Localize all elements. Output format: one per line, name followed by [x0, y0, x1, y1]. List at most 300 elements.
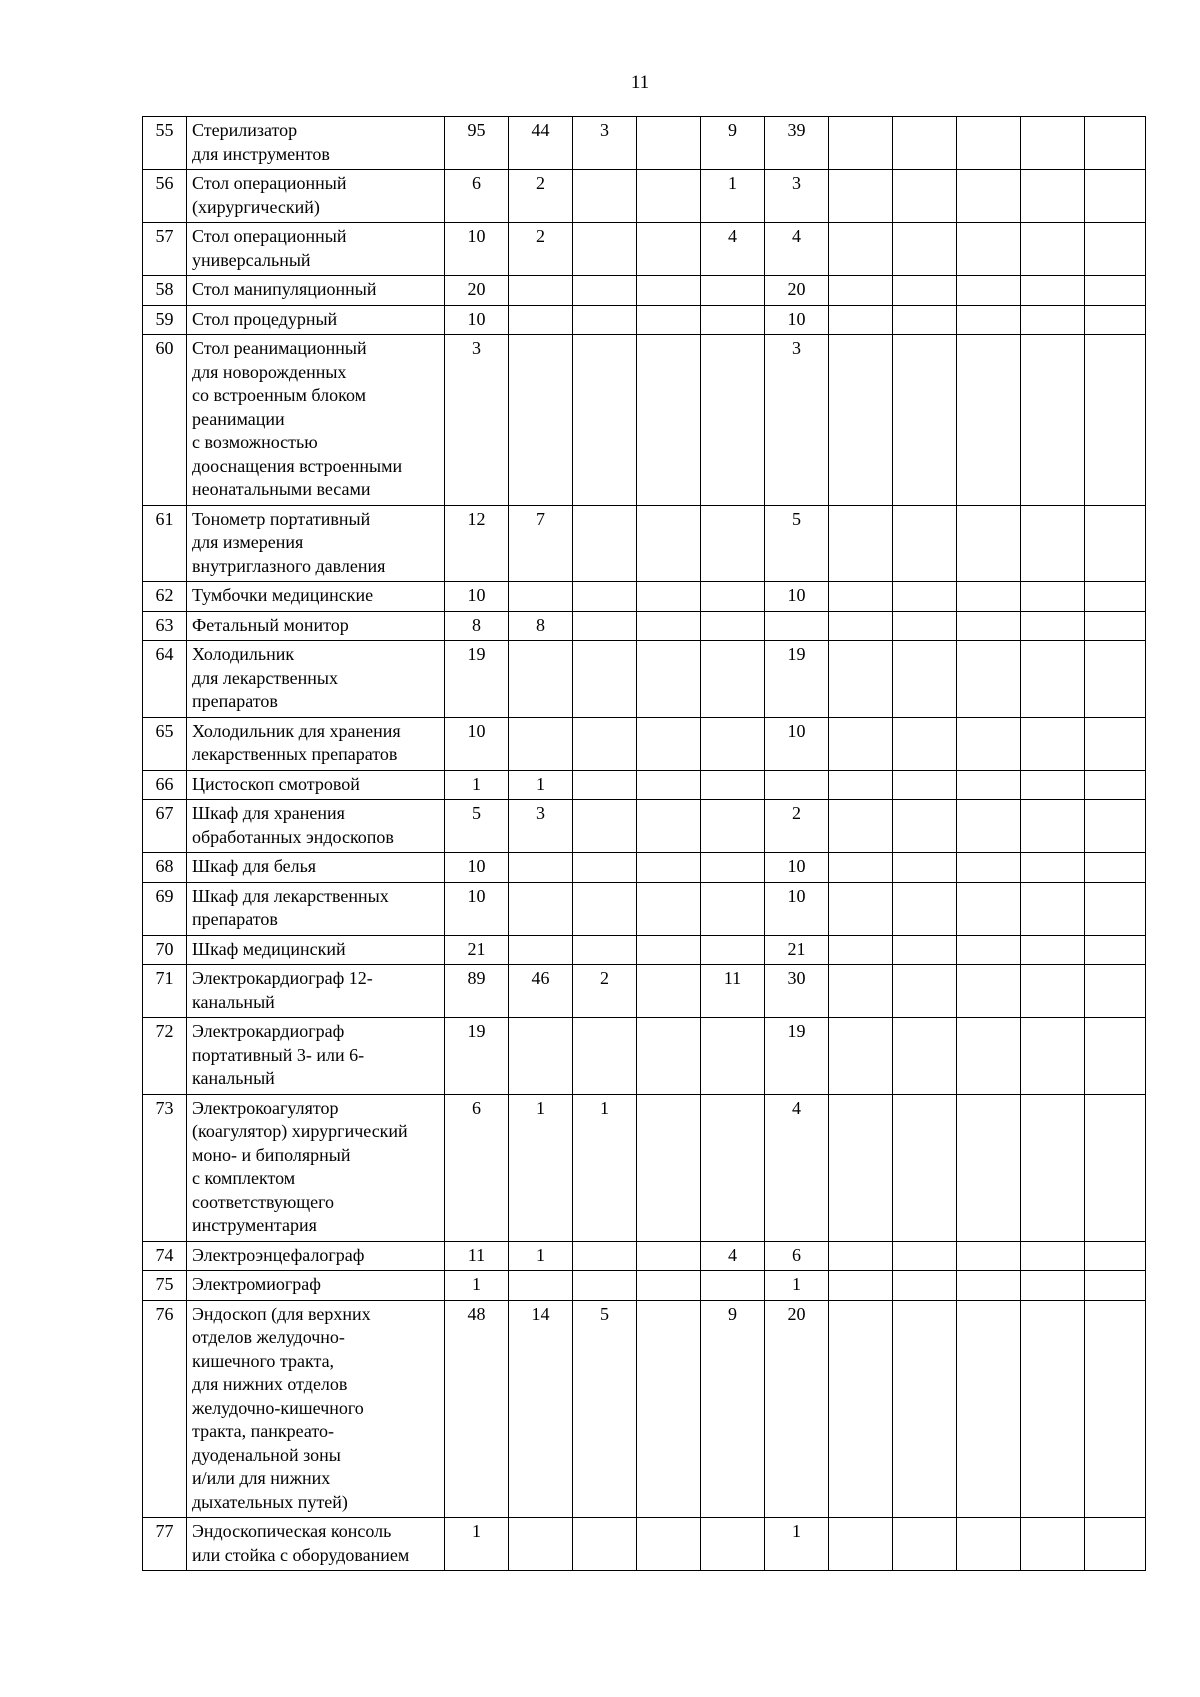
quantity-cell: [893, 770, 957, 800]
quantity-cell: [957, 1518, 1021, 1571]
quantity-cell: [509, 1018, 573, 1095]
quantity-cell: [573, 853, 637, 883]
quantity-cell: [1021, 335, 1085, 506]
quantity-cell: 4: [765, 223, 829, 276]
quantity-cell: 48: [445, 1300, 509, 1518]
quantity-cell: [829, 800, 893, 853]
quantity-cell: [1021, 1271, 1085, 1301]
quantity-cell: [893, 1271, 957, 1301]
quantity-cell: [573, 611, 637, 641]
quantity-cell: [637, 641, 701, 718]
quantity-cell: [573, 505, 637, 582]
quantity-cell: [957, 305, 1021, 335]
quantity-cell: [573, 800, 637, 853]
quantity-cell: [637, 1300, 701, 1518]
quantity-cell: 10: [765, 305, 829, 335]
quantity-cell: [893, 276, 957, 306]
quantity-cell: 21: [765, 935, 829, 965]
quantity-cell: 10: [765, 853, 829, 883]
quantity-cell: [1085, 170, 1146, 223]
quantity-cell: [1085, 505, 1146, 582]
quantity-cell: [701, 641, 765, 718]
equipment-name: Стол операционный (хирургический): [187, 170, 445, 223]
row-number: 57: [143, 223, 187, 276]
row-number: 77: [143, 1518, 187, 1571]
quantity-cell: [1085, 1018, 1146, 1095]
quantity-cell: 3: [573, 117, 637, 170]
quantity-cell: [1085, 1518, 1146, 1571]
quantity-cell: [1085, 853, 1146, 883]
equipment-name: Электрокоагулятор (коагулятор) хирургический моно- и биполярный с комплектом соответствующего инструментария: [187, 1094, 445, 1241]
equipment-name: Стол реанимационный для новорожденных со встроенным блоком реанимации с возможностью дооснащения встроенными неонатальными весами: [187, 335, 445, 506]
table-row: [143, 276, 1146, 306]
table-row: [143, 170, 1146, 223]
equipment-table: [142, 116, 1146, 1571]
quantity-cell: 10: [765, 717, 829, 770]
row-number: 72: [143, 1018, 187, 1095]
quantity-cell: [637, 305, 701, 335]
quantity-cell: [573, 1241, 637, 1271]
quantity-cell: [1021, 505, 1085, 582]
quantity-cell: [829, 335, 893, 506]
row-number: 56: [143, 170, 187, 223]
table-row: [143, 117, 1146, 170]
quantity-cell: [637, 223, 701, 276]
table-row: [143, 1300, 1146, 1518]
quantity-cell: [637, 965, 701, 1018]
quantity-cell: [701, 853, 765, 883]
quantity-cell: [1021, 1094, 1085, 1241]
row-number: 75: [143, 1271, 187, 1301]
quantity-cell: [957, 611, 1021, 641]
quantity-cell: [637, 170, 701, 223]
table-row: [143, 582, 1146, 612]
quantity-cell: 3: [445, 335, 509, 506]
quantity-cell: [1021, 223, 1085, 276]
quantity-cell: 5: [445, 800, 509, 853]
quantity-cell: 10: [445, 853, 509, 883]
quantity-cell: [829, 611, 893, 641]
quantity-cell: [637, 335, 701, 506]
quantity-cell: [829, 882, 893, 935]
quantity-cell: 2: [509, 223, 573, 276]
quantity-cell: 3: [765, 335, 829, 506]
quantity-cell: 10: [765, 582, 829, 612]
quantity-cell: [509, 717, 573, 770]
quantity-cell: [893, 1241, 957, 1271]
quantity-cell: [701, 770, 765, 800]
quantity-cell: [1085, 800, 1146, 853]
quantity-cell: [701, 1271, 765, 1301]
equipment-name: Эндоскопическая консоль или стойка с оборудованием: [187, 1518, 445, 1571]
quantity-cell: 20: [445, 276, 509, 306]
quantity-cell: 1: [573, 1094, 637, 1241]
table-row: [143, 505, 1146, 582]
row-number: 65: [143, 717, 187, 770]
row-number: 58: [143, 276, 187, 306]
quantity-cell: [509, 641, 573, 718]
quantity-cell: [509, 853, 573, 883]
quantity-cell: [1085, 1094, 1146, 1241]
table-body: [143, 117, 1146, 1571]
quantity-cell: [637, 800, 701, 853]
quantity-cell: 12: [445, 505, 509, 582]
equipment-name: Эндоскоп (для верхних отделов желудочно- кишечного тракта, для нижних отделов желудочно-кишечного тракта, панкреато- дуоденальной зоны и/или для нижних дыхательных путей): [187, 1300, 445, 1518]
quantity-cell: [573, 882, 637, 935]
row-number: 60: [143, 335, 187, 506]
row-number: 73: [143, 1094, 187, 1241]
quantity-cell: [893, 505, 957, 582]
quantity-cell: [1021, 853, 1085, 883]
quantity-cell: 1: [445, 1271, 509, 1301]
quantity-cell: [829, 582, 893, 612]
quantity-cell: [573, 335, 637, 506]
quantity-cell: [1085, 717, 1146, 770]
quantity-cell: [573, 305, 637, 335]
quantity-cell: [893, 1518, 957, 1571]
quantity-cell: [509, 276, 573, 306]
quantity-cell: [829, 935, 893, 965]
quantity-cell: [829, 1241, 893, 1271]
row-number: 76: [143, 1300, 187, 1518]
quantity-cell: [573, 582, 637, 612]
table-row: [143, 335, 1146, 506]
quantity-cell: [829, 305, 893, 335]
quantity-cell: [957, 770, 1021, 800]
equipment-name: Электромиограф: [187, 1271, 445, 1301]
equipment-name: Стол манипуляционный: [187, 276, 445, 306]
quantity-cell: [1085, 223, 1146, 276]
quantity-cell: [893, 717, 957, 770]
quantity-cell: [509, 335, 573, 506]
table-row: [143, 1241, 1146, 1271]
quantity-cell: [829, 505, 893, 582]
quantity-cell: [509, 882, 573, 935]
quantity-cell: [893, 641, 957, 718]
quantity-cell: [637, 1018, 701, 1095]
row-number: 66: [143, 770, 187, 800]
quantity-cell: [765, 770, 829, 800]
quantity-cell: [893, 611, 957, 641]
quantity-cell: [957, 335, 1021, 506]
quantity-cell: [637, 1241, 701, 1271]
equipment-name: Тумбочки медицинские: [187, 582, 445, 612]
quantity-cell: [701, 305, 765, 335]
quantity-cell: [957, 800, 1021, 853]
quantity-cell: 3: [509, 800, 573, 853]
quantity-cell: [893, 582, 957, 612]
quantity-cell: [637, 935, 701, 965]
quantity-cell: [573, 641, 637, 718]
table-row: [143, 882, 1146, 935]
quantity-cell: [957, 935, 1021, 965]
quantity-cell: [637, 1271, 701, 1301]
quantity-cell: [1021, 1018, 1085, 1095]
row-number: 67: [143, 800, 187, 853]
quantity-cell: 1: [445, 770, 509, 800]
quantity-cell: [573, 276, 637, 306]
quantity-cell: [829, 1518, 893, 1571]
table-row: [143, 641, 1146, 718]
equipment-name: Цистоскоп смотровой: [187, 770, 445, 800]
equipment-name: Фетальный монитор: [187, 611, 445, 641]
quantity-cell: 89: [445, 965, 509, 1018]
quantity-cell: [893, 1018, 957, 1095]
quantity-cell: 9: [701, 1300, 765, 1518]
table-row: [143, 1094, 1146, 1241]
quantity-cell: 11: [445, 1241, 509, 1271]
equipment-name: Холодильник для лекарственных препаратов: [187, 641, 445, 718]
equipment-name: Холодильник для хранения лекарственных препаратов: [187, 717, 445, 770]
quantity-cell: [1021, 1300, 1085, 1518]
quantity-cell: 1: [509, 1241, 573, 1271]
quantity-cell: 3: [765, 170, 829, 223]
quantity-cell: [829, 770, 893, 800]
quantity-cell: [1021, 882, 1085, 935]
quantity-cell: [1085, 1271, 1146, 1301]
quantity-cell: [893, 335, 957, 506]
equipment-name: Электрокардиограф 12- канальный: [187, 965, 445, 1018]
quantity-cell: [893, 800, 957, 853]
quantity-cell: [637, 276, 701, 306]
quantity-cell: 1: [509, 770, 573, 800]
quantity-cell: 5: [765, 505, 829, 582]
quantity-cell: [1021, 641, 1085, 718]
quantity-cell: [893, 305, 957, 335]
quantity-cell: 10: [445, 582, 509, 612]
row-number: 70: [143, 935, 187, 965]
quantity-cell: 46: [509, 965, 573, 1018]
quantity-cell: [573, 223, 637, 276]
quantity-cell: 8: [509, 611, 573, 641]
table-row: [143, 770, 1146, 800]
quantity-cell: [1021, 770, 1085, 800]
quantity-cell: [893, 882, 957, 935]
quantity-cell: [701, 800, 765, 853]
quantity-cell: [701, 935, 765, 965]
quantity-cell: 6: [765, 1241, 829, 1271]
quantity-cell: 10: [445, 305, 509, 335]
quantity-cell: [829, 717, 893, 770]
quantity-cell: [1085, 1300, 1146, 1518]
quantity-cell: [1021, 717, 1085, 770]
table-row: [143, 305, 1146, 335]
quantity-cell: [957, 717, 1021, 770]
quantity-cell: [509, 305, 573, 335]
quantity-cell: 10: [445, 717, 509, 770]
quantity-cell: 44: [509, 117, 573, 170]
quantity-cell: 7: [509, 505, 573, 582]
quantity-cell: 8: [445, 611, 509, 641]
quantity-cell: [1021, 170, 1085, 223]
quantity-cell: 4: [701, 223, 765, 276]
quantity-cell: [893, 1094, 957, 1241]
quantity-cell: 4: [701, 1241, 765, 1271]
quantity-cell: [957, 882, 1021, 935]
quantity-cell: [957, 170, 1021, 223]
quantity-cell: [701, 882, 765, 935]
quantity-cell: [1085, 276, 1146, 306]
quantity-cell: [701, 276, 765, 306]
quantity-cell: [829, 170, 893, 223]
quantity-cell: [637, 117, 701, 170]
quantity-cell: [957, 276, 1021, 306]
row-number: 71: [143, 965, 187, 1018]
quantity-cell: 2: [509, 170, 573, 223]
quantity-cell: [573, 717, 637, 770]
table-row: [143, 1018, 1146, 1095]
equipment-name: Шкаф медицинский: [187, 935, 445, 965]
quantity-cell: [637, 1094, 701, 1241]
quantity-cell: 6: [445, 170, 509, 223]
quantity-cell: [637, 505, 701, 582]
quantity-cell: 11: [701, 965, 765, 1018]
row-number: 55: [143, 117, 187, 170]
quantity-cell: [893, 935, 957, 965]
row-number: 61: [143, 505, 187, 582]
quantity-cell: [701, 335, 765, 506]
quantity-cell: [573, 1271, 637, 1301]
quantity-cell: [637, 770, 701, 800]
quantity-cell: [1085, 965, 1146, 1018]
quantity-cell: [573, 770, 637, 800]
table-row: [143, 717, 1146, 770]
table-row: [143, 965, 1146, 1018]
quantity-cell: [1021, 1241, 1085, 1271]
equipment-name: Стол операционный универсальный: [187, 223, 445, 276]
equipment-name: Шкаф для белья: [187, 853, 445, 883]
quantity-cell: [1085, 335, 1146, 506]
quantity-cell: [957, 1300, 1021, 1518]
quantity-cell: [1085, 1241, 1146, 1271]
quantity-cell: [1021, 582, 1085, 612]
quantity-cell: 1: [445, 1518, 509, 1571]
quantity-cell: 20: [765, 276, 829, 306]
quantity-cell: [701, 1094, 765, 1241]
quantity-cell: [957, 853, 1021, 883]
quantity-cell: [509, 935, 573, 965]
quantity-cell: 1: [701, 170, 765, 223]
quantity-cell: [701, 1518, 765, 1571]
table-row: [143, 223, 1146, 276]
row-number: 62: [143, 582, 187, 612]
table-row: [143, 611, 1146, 641]
table-row: [143, 853, 1146, 883]
table-row: [143, 1518, 1146, 1571]
quantity-cell: [1085, 641, 1146, 718]
equipment-name: Стол процедурный: [187, 305, 445, 335]
quantity-cell: [1021, 935, 1085, 965]
quantity-cell: 19: [765, 1018, 829, 1095]
quantity-cell: 9: [701, 117, 765, 170]
quantity-cell: [829, 1300, 893, 1518]
quantity-cell: 39: [765, 117, 829, 170]
quantity-cell: 4: [765, 1094, 829, 1241]
quantity-cell: [893, 117, 957, 170]
quantity-cell: 19: [765, 641, 829, 718]
quantity-cell: [1021, 965, 1085, 1018]
quantity-cell: [637, 882, 701, 935]
quantity-cell: [957, 641, 1021, 718]
quantity-cell: [893, 170, 957, 223]
quantity-cell: [893, 965, 957, 1018]
quantity-cell: 1: [765, 1271, 829, 1301]
quantity-cell: [829, 965, 893, 1018]
quantity-cell: [701, 611, 765, 641]
quantity-cell: [573, 1018, 637, 1095]
quantity-cell: [1021, 276, 1085, 306]
quantity-cell: [893, 223, 957, 276]
equipment-name: Шкаф для хранения обработанных эндоскопов: [187, 800, 445, 853]
quantity-cell: [1021, 305, 1085, 335]
quantity-cell: [637, 853, 701, 883]
quantity-cell: [1085, 611, 1146, 641]
quantity-cell: [829, 223, 893, 276]
quantity-cell: [1085, 935, 1146, 965]
quantity-cell: [829, 1094, 893, 1241]
quantity-cell: 95: [445, 117, 509, 170]
quantity-cell: [1085, 582, 1146, 612]
row-number: 74: [143, 1241, 187, 1271]
quantity-cell: [1021, 800, 1085, 853]
table-row: [143, 1271, 1146, 1301]
quantity-cell: [829, 276, 893, 306]
quantity-cell: [573, 1518, 637, 1571]
quantity-cell: 19: [445, 641, 509, 718]
row-number: 68: [143, 853, 187, 883]
quantity-cell: 19: [445, 1018, 509, 1095]
quantity-cell: [1021, 117, 1085, 170]
quantity-cell: [1021, 611, 1085, 641]
quantity-cell: [829, 117, 893, 170]
quantity-cell: [765, 611, 829, 641]
quantity-cell: [509, 1271, 573, 1301]
quantity-cell: 10: [765, 882, 829, 935]
quantity-cell: [1085, 305, 1146, 335]
equipment-name: Тонометр портативный для измерения внутриглазного давления: [187, 505, 445, 582]
quantity-cell: 2: [573, 965, 637, 1018]
quantity-cell: [637, 717, 701, 770]
row-number: 64: [143, 641, 187, 718]
row-number: 59: [143, 305, 187, 335]
quantity-cell: [701, 1018, 765, 1095]
table-row: [143, 800, 1146, 853]
quantity-cell: 5: [573, 1300, 637, 1518]
equipment-name: Стерилизатор для инструментов: [187, 117, 445, 170]
quantity-cell: [637, 1518, 701, 1571]
quantity-cell: [701, 505, 765, 582]
quantity-cell: [829, 853, 893, 883]
quantity-cell: [893, 1300, 957, 1518]
quantity-cell: [957, 1018, 1021, 1095]
quantity-cell: [637, 611, 701, 641]
quantity-cell: [1085, 117, 1146, 170]
quantity-cell: [1021, 1518, 1085, 1571]
quantity-cell: [509, 582, 573, 612]
row-number: 63: [143, 611, 187, 641]
quantity-cell: [893, 853, 957, 883]
equipment-name: Электроэнцефалограф: [187, 1241, 445, 1271]
quantity-cell: 6: [445, 1094, 509, 1241]
quantity-cell: 14: [509, 1300, 573, 1518]
quantity-cell: 2: [765, 800, 829, 853]
quantity-cell: [1085, 770, 1146, 800]
quantity-cell: [957, 1271, 1021, 1301]
quantity-cell: 1: [765, 1518, 829, 1571]
quantity-cell: 10: [445, 223, 509, 276]
quantity-cell: [573, 170, 637, 223]
quantity-cell: [829, 641, 893, 718]
